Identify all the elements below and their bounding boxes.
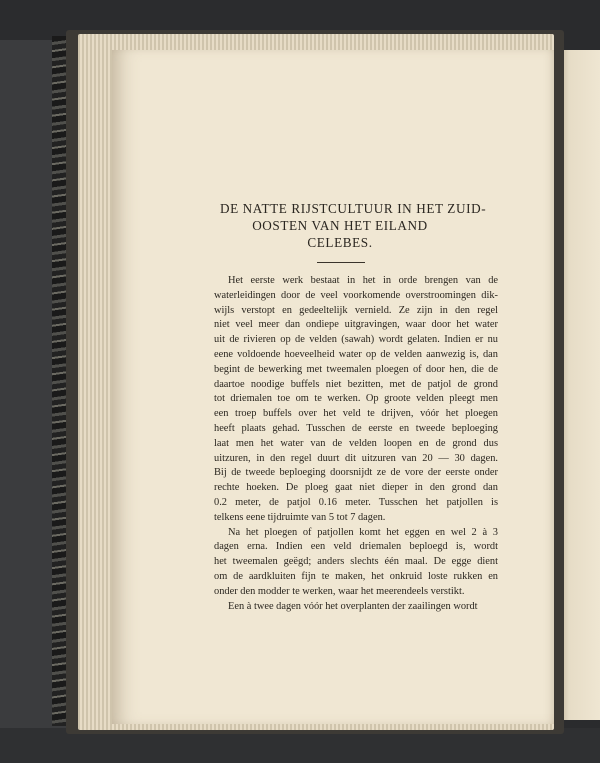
article-body [214, 274, 498, 614]
text-line: laat men het water van de velden loopen en de grond dus [214, 437, 498, 449]
text-line: Na het ploegen of patjollen komt het eggen en wel 2 à 3 [228, 526, 498, 538]
text-line: Bij de tweede beploeging doorsnijdt ze de vore der eerste onder [214, 467, 498, 479]
text-line: waterleidingen door de veel voorkomende overstroomingen dik- [214, 289, 498, 301]
text-line: uit de rivieren op de velden (sawah) wordt gelaten. Indien er nu [214, 334, 498, 346]
text-line: om de aardkluiten fijn te maken, het onkruid loste rukken en [214, 570, 498, 582]
text-line: niet veel meer dan ondiepe uitgravingen, waar door het water [214, 319, 498, 331]
text-line: Een à twee dagen vóór het overplanten der zaailingen wordt [228, 600, 478, 612]
heading-rule [317, 262, 365, 263]
article-heading [220, 200, 487, 251]
book-page [112, 50, 554, 724]
text-line: onder den modder te werken, waar het meerendeels verstikt. [214, 585, 465, 597]
heading-line: DE NATTE RIJSTCULTUUR IN HET ZUID- [220, 201, 487, 216]
text-line: Het eerste werk bestaat in het in orde brengen van de [228, 275, 498, 286]
text-line: wijls verstopt en gedeeltelijk vernield. Ze zijn in den regel [214, 304, 498, 316]
text-line: het tweemalen geëgd; anders slechts één maal. De egge dient [214, 556, 498, 568]
heading-line: OOSTEN VAN HET EILAND [252, 218, 428, 233]
text-line: eene voldoende hoeveelheid water op de velden aanwezig is, dan [214, 348, 498, 360]
text-line: tot driemalen toe om te werken. Op groote velden pleegt men [214, 393, 498, 405]
text-line: begint de bewerking met tweemalen ploegen of door hen, die de [214, 363, 498, 375]
text-line: rechte hoeken. De ploeg gaat niet dieper in den grond dan [214, 482, 498, 494]
text-line: heeft plaats gehad. Tusschen de eerste en tweede beploeging [214, 422, 498, 434]
text-line: daartoe noodige buffels niet bezitten, met de patjol de grond [214, 378, 498, 390]
heading-line: CELEBES. [307, 235, 373, 250]
text-line: een troep buffels over het veld te drijven, vóór het ploegen [214, 408, 498, 420]
text-line: 0.2 meter, de patjol 0.16 meter. Tusschen het patjollen is [214, 496, 498, 508]
text-line: dagen erna. Indien een veld driemalen beploegd is, wordt [214, 541, 498, 553]
text-line: telkens eene tijdruimte van 5 tot 7 dagen. [214, 511, 386, 523]
text-line: uitzuren, in den regel duurt dit uitzuren van 20 — 30 dagen. [214, 452, 498, 464]
